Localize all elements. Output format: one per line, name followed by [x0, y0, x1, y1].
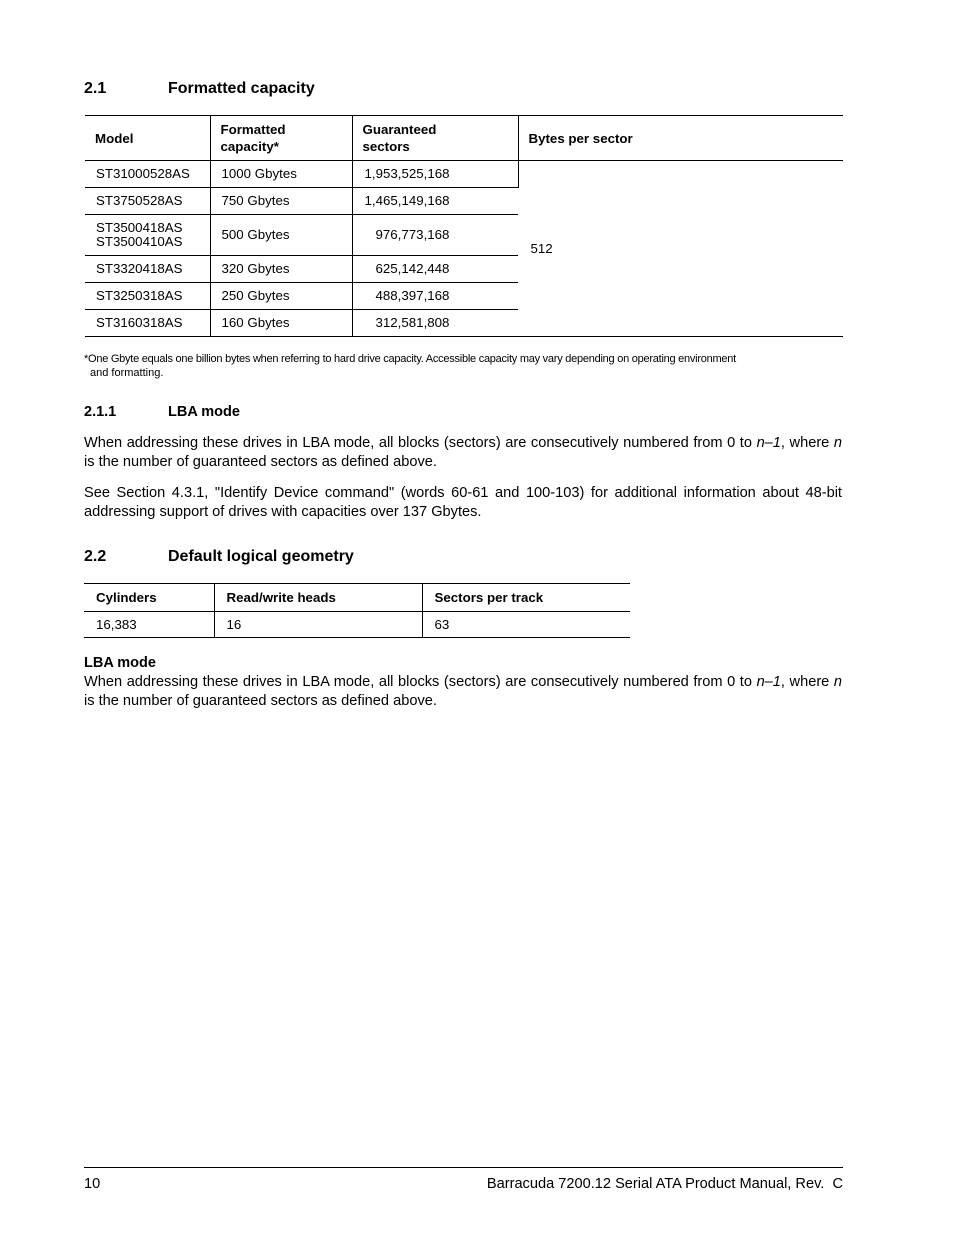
- italic-n: n: [833, 674, 842, 690]
- section-title: LBA mode: [168, 404, 240, 420]
- cell-model-line2: ST3500410AS: [96, 234, 183, 249]
- cell-capacity: 160 Gbytes: [210, 310, 352, 337]
- section-number: 2.1.1: [84, 404, 117, 420]
- italic-n-minus-1: n–1: [756, 435, 781, 451]
- cell-capacity: 320 Gbytes: [210, 256, 352, 283]
- cell-sectors: 1,465,149,168: [364, 193, 450, 208]
- cell-heads: 16: [214, 612, 422, 638]
- cell-sectors: 976,773,168: [375, 227, 450, 242]
- header-guaranteed-line1: Guaranteed: [362, 122, 437, 137]
- section-heading-2-1-1: [84, 404, 240, 420]
- section-heading-2-1: [84, 80, 315, 98]
- cell-sectors: 312,581,808: [375, 315, 450, 330]
- cell-sectors: 625,142,448: [375, 261, 450, 276]
- section-title: Default logical geometry: [168, 548, 354, 565]
- section-number: 2.1: [84, 80, 107, 97]
- section-title: Formatted capacity: [168, 80, 315, 97]
- cell-sectors: 63: [434, 617, 450, 632]
- capacity-footnote: [84, 352, 846, 380]
- text-span: When addressing these drives in LBA mode, all blocks (sectors) are consecutively numbered from 0 to: [84, 674, 757, 690]
- text-span: is the number of guaranteed sectors as defined above.: [84, 693, 437, 709]
- cell-capacity: 1000 Gbytes: [210, 161, 352, 188]
- cell-sectors: 1,953,525,168: [352, 161, 518, 188]
- header-sectors-per-track: Sectors per track: [434, 590, 544, 605]
- table-header-row: [84, 584, 630, 612]
- cell-bytes-per-sector: 512: [530, 240, 553, 256]
- cell-capacity: 750 Gbytes: [210, 188, 352, 215]
- cell-model-line1: ST3500418AS: [96, 220, 183, 235]
- page-number: 10: [84, 1176, 101, 1192]
- text-span: When addressing these drives in LBA mode, all blocks (sectors) are consecutively numbered from 0 to: [84, 435, 757, 451]
- formatted-capacity-table: [85, 115, 843, 337]
- header-cylinders: Cylinders: [84, 584, 214, 612]
- section-number: 2.2: [84, 548, 107, 565]
- italic-n: n: [833, 435, 842, 451]
- cell-cylinders: 16,383: [84, 612, 214, 638]
- text-span: , where: [780, 435, 834, 451]
- footer-rule: [84, 1167, 843, 1168]
- lba-paragraph: [84, 434, 842, 472]
- cell-capacity: 500 Gbytes: [210, 215, 352, 256]
- table-row: [84, 612, 630, 638]
- section-heading-2-2: [84, 548, 354, 566]
- cell-model: [85, 215, 210, 256]
- footnote-line2: and formatting.: [90, 367, 164, 379]
- header-model: Model: [85, 116, 210, 161]
- cell-model: ST3750528AS: [85, 188, 210, 215]
- table-header-row: [85, 116, 843, 161]
- header-formatted-capacity: [210, 116, 352, 161]
- cell-model: ST3250318AS: [85, 283, 210, 310]
- lba-paragraph-2: [84, 673, 842, 711]
- lba-mode-heading: LBA mode: [84, 655, 156, 671]
- manual-title: Barracuda 7200.12 Serial ATA Product Manual, Rev. C: [486, 1176, 843, 1192]
- default-geometry-table: [84, 583, 630, 638]
- header-formatted-line1: Formatted: [220, 122, 286, 137]
- header-read-write-heads: Read/write heads: [214, 584, 422, 612]
- text-span: , where: [780, 674, 834, 690]
- footnote-line1: *One Gbyte equals one billion bytes when referring to hard drive capacity. Accessible capacity may vary depending on operating environment: [84, 353, 736, 365]
- cell-model: ST3320418AS: [85, 256, 210, 283]
- text-span: is the number of guaranteed sectors as defined above.: [84, 454, 437, 470]
- cell-sectors: 488,397,168: [375, 288, 450, 303]
- header-guaranteed-line2: sectors: [362, 139, 410, 154]
- header-bytes-per-sector: Bytes per sector: [528, 130, 633, 146]
- cell-model: ST31000528AS: [85, 161, 210, 188]
- header-guaranteed-sectors: [352, 116, 518, 161]
- cell-model: ST3160318AS: [85, 310, 210, 337]
- cell-capacity: 250 Gbytes: [210, 283, 352, 310]
- header-formatted-line2: capacity*: [220, 139, 279, 154]
- italic-n-minus-1: n–1: [756, 674, 781, 690]
- table-row: [85, 161, 843, 188]
- see-section-paragraph: See Section 4.3.1, "Identify Device command" (words 60-61 and 100-103) for additional information about 48-bit addressing support of drives with capacities over 137 Gbytes.: [84, 485, 842, 520]
